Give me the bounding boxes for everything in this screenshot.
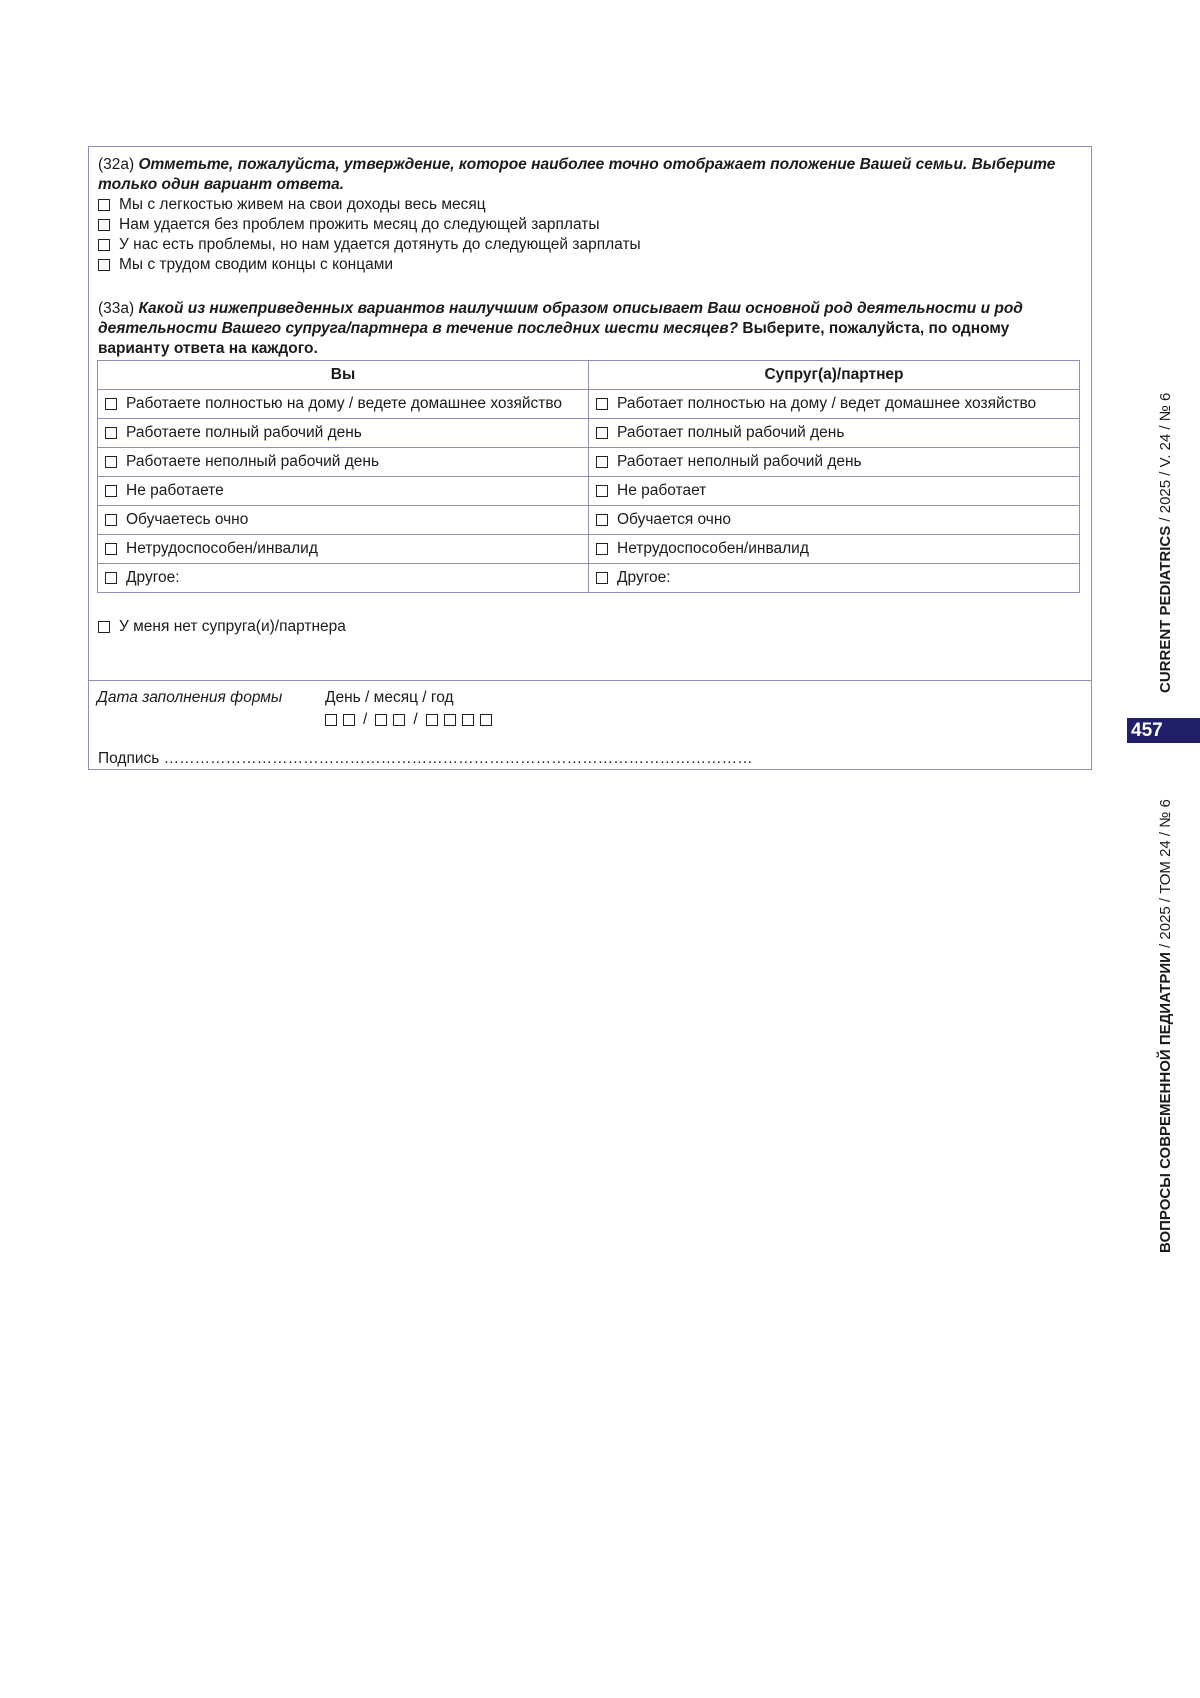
checkbox-icon[interactable] — [105, 456, 117, 468]
table-cell[interactable] — [589, 390, 1080, 419]
option-item[interactable] — [596, 535, 1079, 563]
table-cell[interactable] — [98, 419, 589, 448]
checkbox-icon[interactable] — [596, 514, 608, 526]
option-label: Работает полностью на дому / ведет домашнее хозяйство — [617, 395, 1037, 412]
table-row — [98, 448, 1080, 477]
column-header-you: Вы — [98, 361, 589, 390]
question-32a-text: Отметьте, пожалуйста, утверждение, которое наиболее точно отображает положение Вашей семьи. Выберите только один вариант ответа. — [98, 156, 1056, 193]
checkbox-icon[interactable] — [105, 485, 117, 497]
table-row — [98, 390, 1080, 419]
journal-name-en: CURRENT PEDIATRICS — [1157, 525, 1174, 693]
option-item[interactable] — [98, 215, 641, 235]
table-row — [98, 419, 1080, 448]
option-item[interactable] — [105, 477, 588, 505]
option-item[interactable] — [105, 564, 588, 592]
page-number: 457 — [1127, 718, 1200, 743]
checkbox-icon[interactable] — [105, 543, 117, 555]
table-cell[interactable] — [589, 448, 1080, 477]
option-label: Работаете полностью на дому / ведете домашнее хозяйство — [126, 395, 563, 412]
option-label: Не работаете — [126, 482, 224, 499]
checkbox-icon[interactable] — [98, 621, 110, 633]
option-item[interactable] — [105, 390, 588, 418]
option-label: Другое: — [126, 569, 180, 586]
option-label: Обучается очно — [617, 511, 732, 528]
option-item[interactable] — [98, 255, 641, 275]
checkbox-icon[interactable] — [596, 572, 608, 584]
date-label: Дата заполнения формы — [97, 689, 283, 706]
journal-issue-en: / 2025 / V. 24 / № 6 — [1157, 392, 1174, 526]
table-cell[interactable] — [589, 535, 1080, 564]
option-label: Работает неполный рабочий день — [617, 453, 862, 470]
option-label: Работает полный рабочий день — [617, 424, 845, 441]
table-cell[interactable] — [98, 506, 589, 535]
checkbox-icon[interactable] — [596, 456, 608, 468]
section-divider — [89, 680, 1091, 681]
year-digit-box[interactable] — [480, 714, 492, 726]
table-cell[interactable] — [589, 564, 1080, 593]
checkbox-icon[interactable] — [105, 572, 117, 584]
option-label: Другое: — [617, 569, 671, 586]
checkbox-icon[interactable] — [98, 219, 110, 231]
no-partner-label: У меня нет супруга(и)/партнера — [119, 618, 346, 635]
journal-name-ru: ВОПРОСЫ СОВРЕМЕННОЙ ПЕДИАТРИИ — [1157, 952, 1174, 1253]
year-digit-box[interactable] — [426, 714, 438, 726]
option-item[interactable] — [596, 390, 1079, 418]
question-33a-instruction: Выберите, пожалуйста, по одному варианту ответа на каждого. — [98, 320, 1010, 357]
checkbox-icon[interactable] — [596, 398, 608, 410]
option-label: У нас есть проблемы, но нам удается дотянуть до следующей зарплаты — [119, 236, 641, 253]
day-digit-box[interactable] — [343, 714, 355, 726]
date-separator: / — [363, 711, 368, 728]
option-label: Обучаетесь очно — [126, 511, 249, 528]
year-digit-box[interactable] — [462, 714, 474, 726]
journal-running-title-en — [1155, 393, 1177, 693]
option-item[interactable] — [596, 448, 1079, 476]
table-cell[interactable] — [98, 564, 589, 593]
option-item[interactable] — [98, 235, 641, 255]
question-32a-number: (32a) — [98, 156, 135, 173]
checkbox-icon[interactable] — [105, 427, 117, 439]
question-33a-text: Какой из нижеприведенных вариантов наилучшим образом описывает Ваш основной род деятельности и род деятельности Вашего супруга/партнера в течение последних шести месяцев? — [98, 300, 1023, 337]
table-cell[interactable] — [589, 419, 1080, 448]
question-33a-number: (33a) — [98, 300, 135, 317]
option-item[interactable] — [105, 535, 588, 563]
checkbox-icon[interactable] — [98, 239, 110, 251]
day-digit-box[interactable] — [325, 714, 337, 726]
month-digit-box[interactable] — [393, 714, 405, 726]
option-label: Нетрудоспособен/инвалид — [617, 540, 809, 557]
option-item[interactable] — [105, 419, 588, 447]
no-partner-option[interactable] — [98, 617, 346, 637]
option-label: Работаете полный рабочий день — [126, 424, 362, 441]
checkbox-icon[interactable] — [98, 199, 110, 211]
table-row — [98, 477, 1080, 506]
month-digit-box[interactable] — [375, 714, 387, 726]
option-item[interactable] — [105, 448, 588, 476]
table-row — [98, 535, 1080, 564]
question-32a — [98, 155, 1079, 195]
occupation-table — [97, 360, 1080, 593]
table-cell[interactable] — [589, 506, 1080, 535]
option-label: Работаете неполный рабочий день — [126, 453, 380, 470]
checkbox-icon[interactable] — [105, 398, 117, 410]
option-item[interactable] — [98, 195, 641, 215]
checkbox-icon[interactable] — [105, 514, 117, 526]
checkbox-icon[interactable] — [98, 259, 110, 271]
option-item[interactable] — [596, 564, 1079, 592]
option-label: Нетрудоспособен/инвалид — [126, 540, 318, 557]
date-format-hint: День / месяц / год — [325, 689, 454, 706]
journal-issue-ru: / 2025 / ТОМ 24 / № 6 — [1157, 799, 1174, 953]
option-label: Не работает — [617, 482, 707, 499]
option-item[interactable] — [596, 419, 1079, 447]
table-cell[interactable] — [98, 448, 589, 477]
date-entry-boxes — [325, 711, 498, 729]
year-digit-box[interactable] — [444, 714, 456, 726]
option-item[interactable] — [596, 506, 1079, 534]
table-cell[interactable] — [98, 390, 589, 419]
checkbox-icon[interactable] — [596, 485, 608, 497]
table-header-row — [98, 361, 1080, 390]
column-header-partner: Супруг(а)/партнер — [589, 361, 1080, 390]
option-item[interactable] — [105, 506, 588, 534]
option-label: Мы с трудом сводим концы с концами — [119, 256, 394, 273]
option-label: Нам удается без проблем прожить месяц до следующей зарплаты — [119, 216, 600, 233]
date-separator: / — [413, 711, 418, 728]
signature-line[interactable]: Подпись …………………………………………………………………………………………………… — [98, 750, 753, 767]
option-item[interactable] — [596, 477, 1079, 505]
checkbox-icon[interactable] — [596, 543, 608, 555]
question-33a — [98, 299, 1079, 359]
table-cell[interactable] — [589, 477, 1080, 506]
question-32a-options — [98, 195, 641, 275]
table-row — [98, 564, 1080, 593]
questionnaire-form — [88, 146, 1092, 770]
table-cell[interactable] — [98, 477, 589, 506]
table-row — [98, 506, 1080, 535]
checkbox-icon[interactable] — [596, 427, 608, 439]
option-label: Мы с легкостью живем на свои доходы весь месяц — [119, 196, 486, 213]
table-cell[interactable] — [98, 535, 589, 564]
journal-running-title-ru — [1155, 799, 1177, 1253]
